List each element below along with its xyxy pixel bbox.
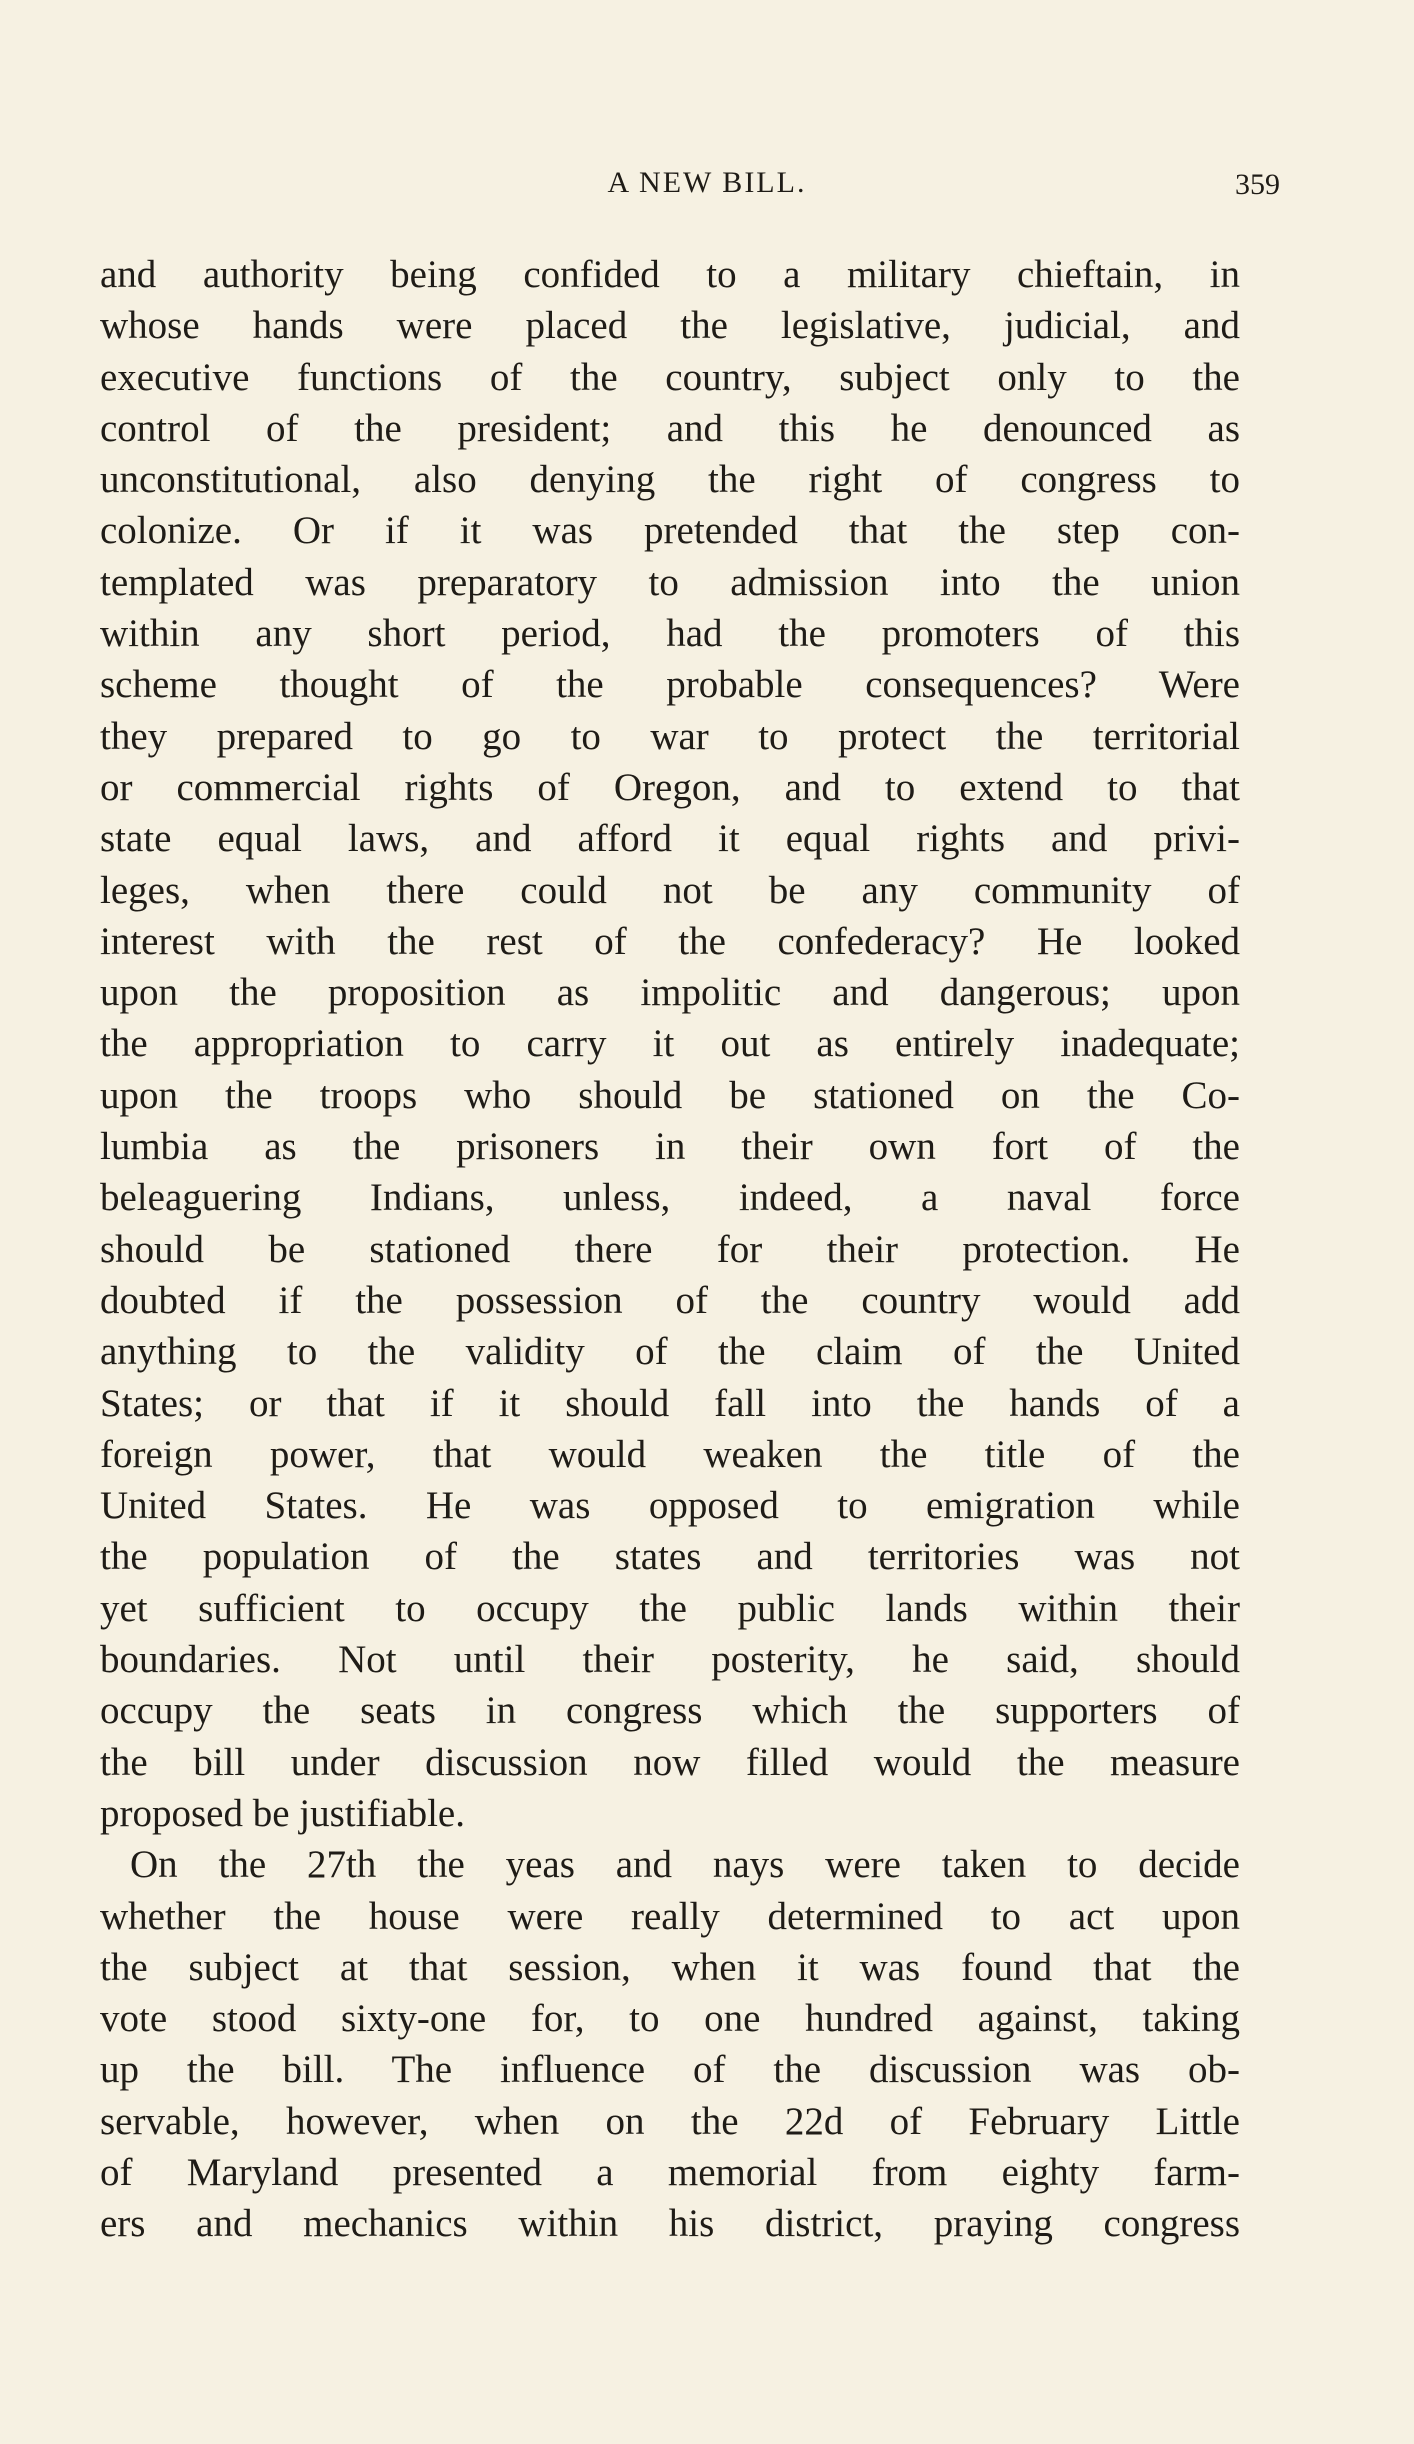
text-line: United States. He was opposed to emigration while	[100, 1484, 1240, 1528]
text-line: whose hands were placed the legislative, judicial, and	[100, 304, 1240, 348]
text-line: within any short period, had the promoters of this	[100, 612, 1240, 656]
text-line: interest with the rest of the confederacy? He looked	[100, 919, 1240, 963]
paragraph-end-line: proposed be justifiable.	[100, 1791, 465, 1835]
text-line: up the bill. The influence of the discussion was ob-	[100, 2048, 1240, 2092]
text-line: unconstitutional, also denying the right of congress to	[100, 458, 1240, 502]
page-number: 359	[1235, 168, 1280, 201]
text-line: beleaguering Indians, unless, indeed, a naval force	[100, 1176, 1240, 1220]
text-line: upon the proposition as impolitic and dangerous; upon	[100, 971, 1240, 1015]
text-line: executive functions of the country, subject only to the	[100, 355, 1240, 399]
text-line: upon the troops who should be stationed on the Co-	[100, 1073, 1240, 1117]
paragraph-start-line: On the 27th the yeas and nays were taken to decide	[130, 1843, 1240, 1887]
text-line: foreign power, that would weaken the title of the	[100, 1432, 1240, 1476]
text-line: doubted if the possession of the country would add	[100, 1278, 1240, 1322]
text-line: leges, when there could not be any community of	[100, 868, 1240, 912]
text-line: occupy the seats in congress which the supporters of	[100, 1689, 1240, 1733]
text-line: scheme thought of the probable consequences? Were	[100, 663, 1240, 707]
text-line: servable, however, when on the 22d of February Little	[100, 2099, 1240, 2143]
text-line: colonize. Or if it was pretended that the step con-	[100, 509, 1240, 553]
text-line: or commercial rights of Oregon, and to extend to that	[100, 765, 1240, 809]
text-line: the population of the states and territories was not	[100, 1535, 1240, 1579]
text-line: the bill under discussion now filled would the measure	[100, 1740, 1240, 1784]
text-line: vote stood sixty-one for, to one hundred against, taking	[100, 1997, 1240, 2041]
text-line: lumbia as the prisoners in their own fort of the	[100, 1125, 1240, 1169]
body-text	[100, 249, 1240, 2250]
text-line: and authority being confided to a military chieftain, in	[100, 253, 1240, 296]
text-line: yet sufficient to occupy the public lands within their	[100, 1586, 1240, 1630]
text-line: anything to the validity of the claim of the United	[100, 1330, 1240, 1374]
text-line: control of the president; and this he denounced as	[100, 406, 1240, 450]
text-line: the appropriation to carry it out as entirely inadequate;	[100, 1022, 1240, 1066]
text-line: ers and mechanics within his district, praying congress	[100, 2202, 1240, 2246]
running-title: A NEW BILL.	[607, 166, 807, 199]
text-line: state equal laws, and afford it equal rights and privi-	[100, 817, 1240, 861]
running-head	[0, 163, 1414, 203]
text-line: States; or that if it should fall into the hands of a	[100, 1381, 1240, 1425]
text-line: boundaries. Not until their posterity, he said, should	[100, 1638, 1240, 1682]
text-line: the subject at that session, when it was found that the	[100, 1945, 1240, 1989]
text-line: should be stationed there for their protection. He	[100, 1227, 1240, 1271]
text-line: of Maryland presented a memorial from eighty farm-	[100, 2150, 1240, 2194]
text-line: templated was preparatory to admission into the union	[100, 560, 1240, 604]
text-line: whether the house were really determined to act upon	[100, 1894, 1240, 1938]
text-line: they prepared to go to war to protect the territorial	[100, 714, 1240, 758]
